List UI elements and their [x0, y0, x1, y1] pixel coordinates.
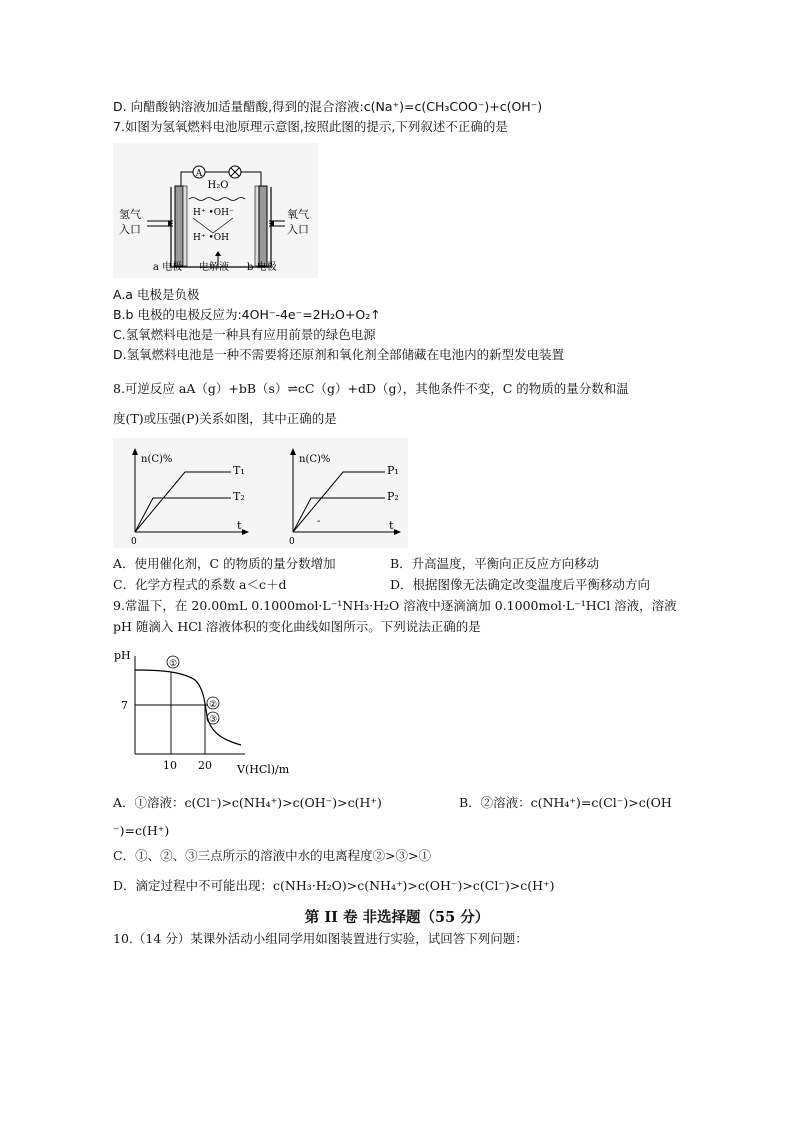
- stray-mark: -: [317, 516, 321, 527]
- q8-option-d: D．根据图像无法确定改变温度后平衡移动方向: [390, 577, 651, 592]
- fuel-cell-diagram: [113, 143, 318, 278]
- titration-ytick: 7: [121, 699, 128, 712]
- q9-option-b-cont: ⁻)=c(H⁺): [113, 823, 170, 838]
- q8-stem-line1: 8.可逆反应 aA（g）+bB（s）⇌cC（g）+dD（g），其他条件不变，C 的物质的量分数和温: [113, 381, 629, 396]
- q8-stem-line2: 度(T)或压强(P)关系如图，其中正确的是: [113, 411, 337, 426]
- q10-stem: 10.（14 分）某课外活动小组同学用如图装置进行实验，试回答下列问题：: [113, 931, 528, 946]
- ammeter-label: A: [195, 169, 203, 179]
- oxygen-inlet-label-1: 氧气: [287, 208, 309, 221]
- q9-stem-line2: pH 随滴入 HCl 溶液体积的变化曲线如图所示。下列说法正确的是: [113, 619, 481, 634]
- q9-stem-line1: 9.常温下，在 20.00mL 0.1000mol·L⁻¹NH₃·H₂O 溶液中逐滴滴加 0.1000mol·L⁻¹HCl 溶液，溶液: [113, 598, 677, 613]
- electrode-a-label: a 电极: [153, 262, 183, 273]
- q9-option-a: A．①溶液：c(Cl⁻)>c(NH₄⁺)>c(OH⁻)>c(H⁺): [113, 795, 382, 810]
- q7-option-a: A.a 电极是负极: [113, 287, 200, 302]
- curve-t1-label: T₁: [233, 464, 245, 477]
- left-origin: 0: [131, 537, 137, 547]
- q7-option-d: D.氢氧燃料电池是一种不需要将还原剂和氧化剂全部储藏在电池内的新型发电装置: [113, 347, 565, 362]
- q7-option-c: C.氢氧燃料电池是一种具有应用前景的绿色电源: [113, 327, 376, 342]
- ion-label-top: H⁺ •OH⁻: [193, 208, 234, 218]
- section-heading: 第 II 卷 非选择题（55 分）: [304, 909, 490, 926]
- electrode-b-label: b 电极: [247, 262, 277, 273]
- curve-p2-label: P₂: [387, 490, 399, 503]
- point-3-label: ③: [208, 715, 218, 725]
- right-origin: 0: [289, 537, 295, 547]
- oxygen-inlet-label-2: 入口: [287, 223, 309, 236]
- x-tick-20: 20: [198, 759, 212, 772]
- q8-option-b: B．升高温度，平衡向正反应方向移动: [390, 556, 600, 571]
- right-xlabel: t: [389, 519, 394, 532]
- q8-option-c: C．化学方程式的系数 a＜c＋d: [113, 577, 287, 592]
- q9-option-b: B．②溶液：c(NH₄⁺)=c(Cl⁻)>c(OH: [459, 795, 672, 810]
- point-2-label: ②: [208, 700, 218, 710]
- q7-stem: 7.如图为氢氧燃料电池原理示意图,按照此图的提示,下列叙述不正确的是: [113, 119, 508, 134]
- hydrogen-inlet-label-2: 入口: [119, 223, 141, 236]
- concentration-graphs: [113, 438, 408, 548]
- hydrogen-inlet-label-1: 氢气: [119, 208, 141, 221]
- q9-option-d: D．滴定过程中不可能出现：c(NH₃·H₂O)>c(NH₄⁺)>c(OH⁻)>c(Cl⁻)>c(H⁺): [113, 878, 555, 893]
- q6-option-d: D. 向醋酸钠溶液加适量醋酸,得到的混合溶液:c(Na⁺)=c(CH₃COO⁻)+c(OH⁻): [113, 99, 543, 114]
- q8-option-a: A．使用催化剂，C 的物质的量分数增加: [113, 556, 336, 571]
- electrode-a: [175, 186, 183, 266]
- point-1-label: ①: [168, 659, 178, 669]
- titration-curve: [113, 642, 308, 780]
- x-tick-10: 10: [163, 759, 177, 772]
- curve-p1-label: P₁: [387, 464, 399, 477]
- electrolyte-label: 电解液: [199, 262, 229, 273]
- water-label: H₂O: [207, 180, 229, 191]
- q9-option-c: C．①、②、③三点所示的溶液中水的电离程度②>③>①: [113, 848, 432, 863]
- ion-label-bottom: H⁺ •OH: [193, 233, 229, 243]
- titration-xlabel: V(HCl)/m: [237, 763, 290, 776]
- left-xlabel: t: [237, 519, 242, 532]
- titration-line: [135, 670, 241, 745]
- q7-option-b: B.b 电极的电极反应为:4OH⁻-4e⁻=2H₂O+O₂↑: [113, 307, 381, 322]
- titration-ylabel: pH: [114, 649, 131, 662]
- electrode-b: [259, 186, 267, 266]
- right-ylabel: n(C)%: [299, 454, 331, 465]
- curve-t2-label: T₂: [233, 490, 245, 503]
- left-ylabel: n(C)%: [141, 454, 173, 465]
